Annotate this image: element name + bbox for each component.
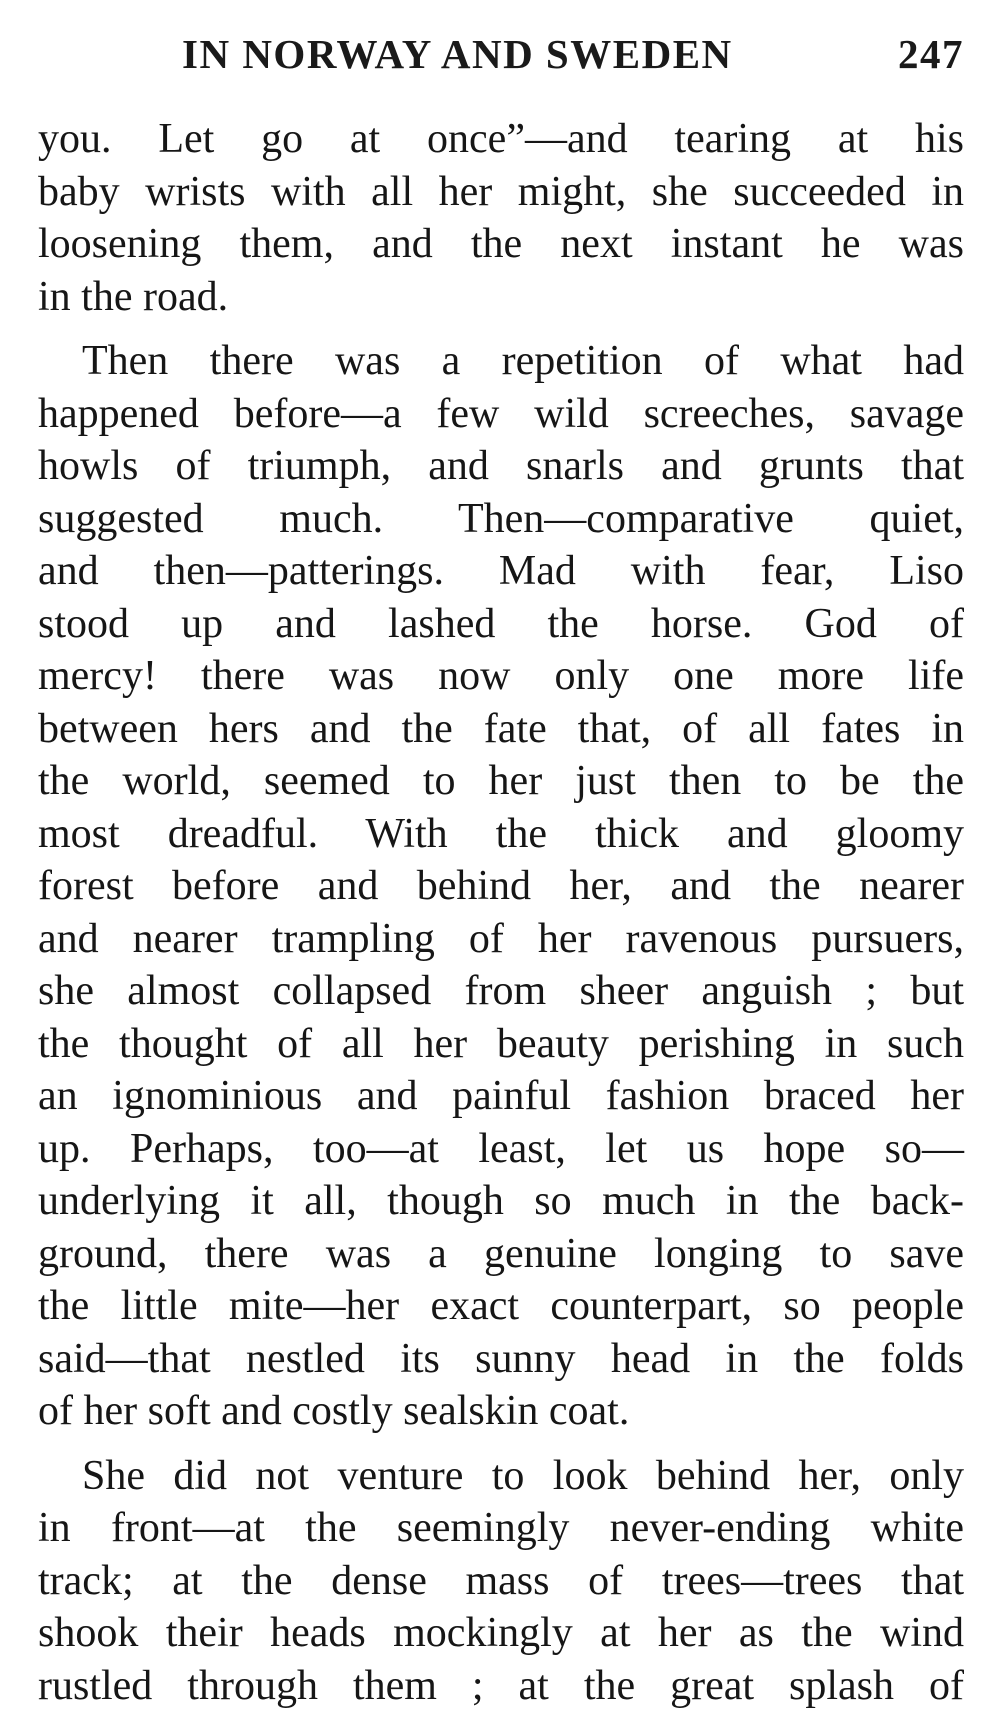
text-line: she almost collapsed from sheer anguish ; but — [38, 965, 964, 1018]
text-line: forest before and behind her, and the nearer — [38, 860, 964, 913]
text-line: shook their heads mockingly at her as the wind — [38, 1607, 964, 1660]
running-title: IN NORWAY AND SWEDEN — [182, 30, 733, 78]
paragraph-3 — [38, 1450, 964, 1712]
text-line: Then there was a repetition of what had — [38, 335, 964, 388]
text-line: underlying it all, though so much in the back- — [38, 1175, 964, 1228]
text-line: in the road. — [38, 271, 964, 324]
text-line: baby wrists with all her might, she succeeded in — [38, 166, 964, 219]
page-number: 247 — [898, 30, 964, 78]
text-line: the little mite—her exact counterpart, so people — [38, 1280, 964, 1333]
text-line: in front—at the seemingly never-ending white — [38, 1502, 964, 1555]
text-line: loosening them, and the next instant he was — [38, 218, 964, 271]
text-line: the world, seemed to her just then to be the — [38, 755, 964, 808]
text-line: and nearer trampling of her ravenous pursuers, — [38, 913, 964, 966]
text-line: up. Perhaps, too—at least, let us hope so— — [38, 1123, 964, 1176]
paragraph-2 — [38, 335, 964, 1438]
text-line: howls of triumph, and snarls and grunts that — [38, 440, 964, 493]
running-header — [182, 30, 964, 74]
text-line: most dreadful. With the thick and gloomy — [38, 808, 964, 861]
text-line: mercy! there was now only one more life — [38, 650, 964, 703]
text-line: She did not venture to look behind her, only — [38, 1450, 964, 1503]
text-line: said—that nestled its sunny head in the folds — [38, 1333, 964, 1386]
text-line: track; at the dense mass of trees—trees that — [38, 1555, 964, 1608]
text-line: ground, there was a genuine longing to save — [38, 1228, 964, 1281]
text-line: suggested much. Then—comparative quiet, — [38, 493, 964, 546]
text-line: rustled through them ; at the great splash of — [38, 1660, 964, 1712]
body-text — [38, 113, 964, 1712]
text-line: stood up and lashed the horse. God of — [38, 598, 964, 651]
paragraph-1 — [38, 113, 964, 323]
text-line: an ignominious and painful fashion braced her — [38, 1070, 964, 1123]
text-line: and then—patterings. Mad with fear, Liso — [38, 545, 964, 598]
text-line: the thought of all her beauty perishing in such — [38, 1018, 964, 1071]
text-line: you. Let go at once”—and tearing at his — [38, 113, 964, 166]
text-line: happened before—a few wild screeches, savage — [38, 388, 964, 441]
text-line: of her soft and costly sealskin coat. — [38, 1385, 964, 1438]
text-line: between hers and the fate that, of all fates in — [38, 703, 964, 756]
